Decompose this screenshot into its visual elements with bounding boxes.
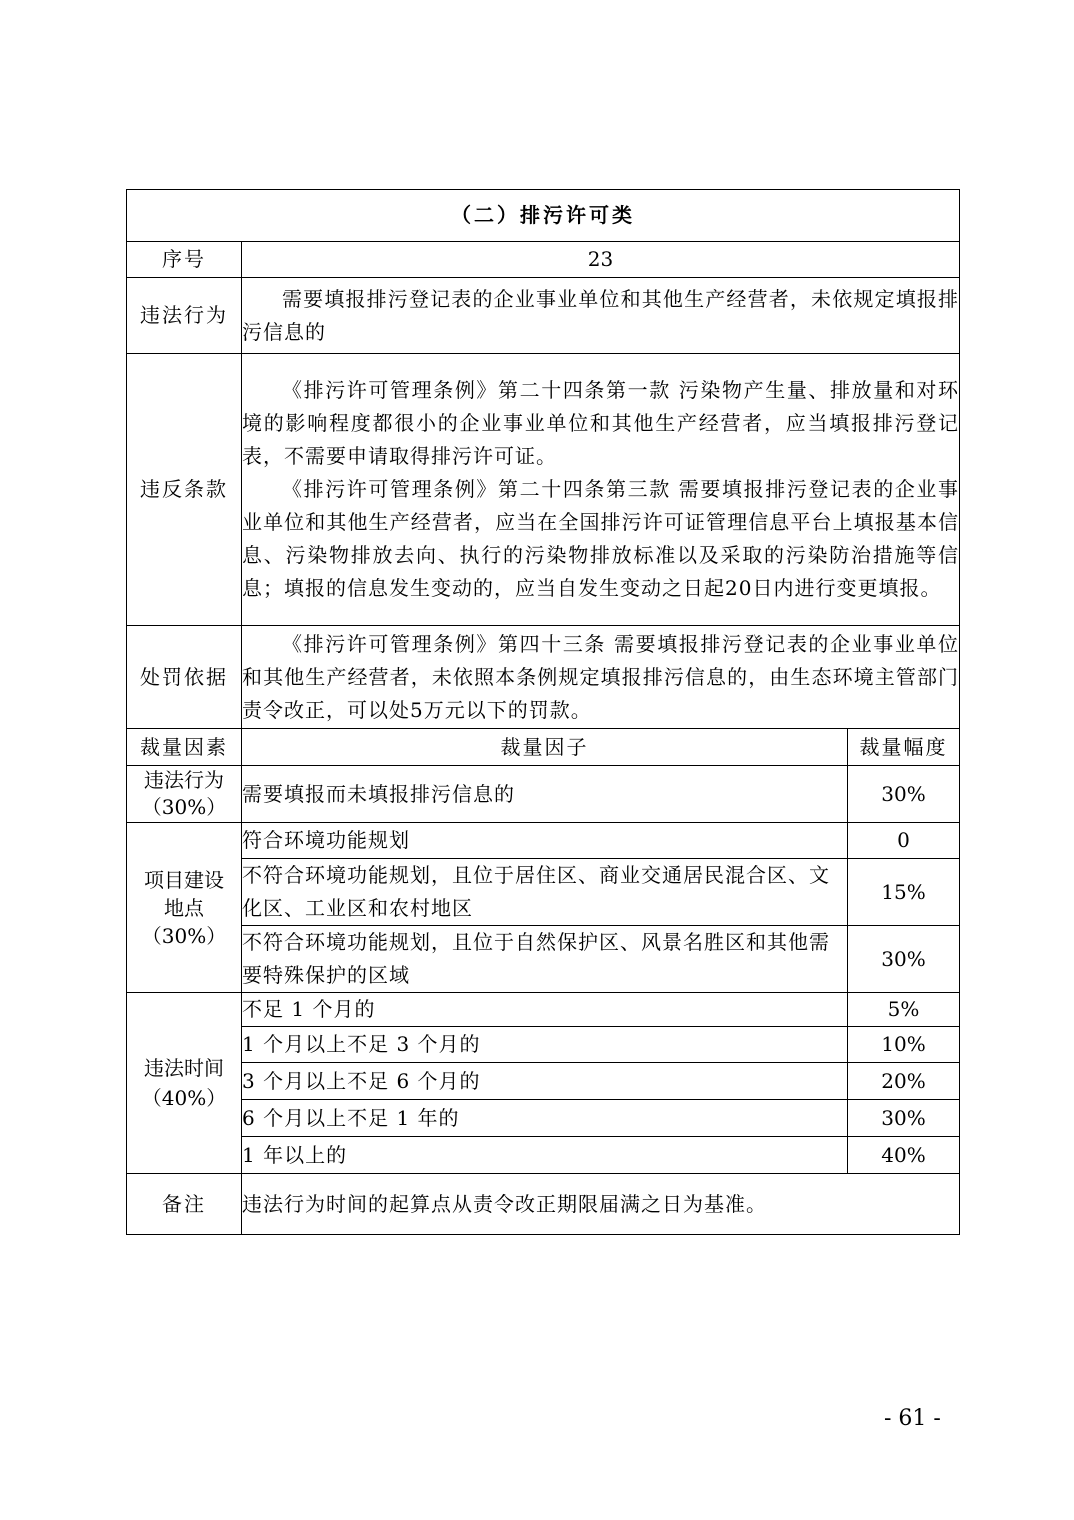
group-duration-weight: （40%） xyxy=(141,1086,227,1110)
page-number: - 61 - xyxy=(884,1406,941,1431)
factor-pct: 40% xyxy=(848,1137,960,1174)
factor-pct: 0 xyxy=(848,823,960,859)
factor-pct: 30% xyxy=(848,766,960,823)
violation-paragraph: 需要填报排污登记表的企业事业单位和其他生产经营者，未依规定填报排污信息的 xyxy=(242,286,960,344)
clause-text xyxy=(242,354,960,626)
group-duration-label xyxy=(127,993,242,1174)
group-duration-name: 违法时间 xyxy=(144,1056,224,1080)
remark-label: 备注 xyxy=(127,1174,242,1235)
clause-paragraph: 《排污许可管理条例》第二十四条第三款 需要填报排污登记表的企业事业单位和其他生产经营者，应当在全国排污许可证管理信息平台上填报基本信息、污染物排放去向、执行的污染物排放标准以及采取的污染防治措施等信息；填报的信息发生变动的，应当自发生变动之日起20日内进行变更填报。 xyxy=(242,477,960,600)
factor-pct: 30% xyxy=(848,1100,960,1137)
basis-paragraph: 《排污许可管理条例》第四十三条 需要填报排污登记表的企业事业单位和其他生产经营者，未依照本条例规定填报排污信息的，由生态环境主管部门责令改正，可以处5万元以下的罚款。 xyxy=(242,631,960,722)
factor-pct: 5% xyxy=(848,993,960,1027)
remark-text: 违法行为时间的起算点从责令改正期限届满之日为基准。 xyxy=(242,1174,960,1235)
clause-label: 违反条款 xyxy=(127,354,242,626)
factor-text: 1 年以上的 xyxy=(242,1137,848,1174)
penalty-table xyxy=(126,189,960,1235)
group-violation-name: 违法行为 xyxy=(144,768,224,792)
factor-pct: 15% xyxy=(848,859,960,926)
factor-text: 不符合环境功能规划，且位于自然保护区、风景名胜区和其他需要特殊保护的区域 xyxy=(242,926,848,993)
header-range: 裁量幅度 xyxy=(848,729,960,766)
factor-pct: 30% xyxy=(848,926,960,993)
group-location-name-2: 地点 xyxy=(164,895,204,920)
header-item: 裁量因子 xyxy=(242,729,848,766)
group-violation-weight: （30%） xyxy=(141,795,227,819)
serial-label: 序号 xyxy=(127,242,242,278)
factor-text: 不符合环境功能规划，且位于居住区、商业交通居民混合区、文化区、工业区和农村地区 xyxy=(242,859,848,926)
factor-text: 6 个月以上不足 1 年的 xyxy=(242,1100,848,1137)
serial-value: 23 xyxy=(242,242,960,278)
violation-text xyxy=(242,278,960,354)
group-location-label xyxy=(127,823,242,993)
violation-label: 违法行为 xyxy=(127,278,242,354)
table-title: （二）排污许可类 xyxy=(127,190,960,242)
factor-text: 不足 1 个月的 xyxy=(242,993,848,1027)
clause-paragraph: 《排污许可管理条例》第二十四条第一款 污染物产生量、排放量和对环境的影响程度都很小的企业事业单位和其他生产经营者，应当填报排污登记表，不需要申请取得排污许可证。 xyxy=(242,378,960,468)
factor-text: 符合环境功能规划 xyxy=(242,823,848,859)
factor-text: 1 个月以上不足 3 个月的 xyxy=(242,1027,848,1063)
group-location-name: 项目建设 xyxy=(144,867,224,892)
header-factor: 裁量因素 xyxy=(127,729,242,766)
factor-text: 3 个月以上不足 6 个月的 xyxy=(242,1063,848,1100)
basis-label: 处罚依据 xyxy=(127,626,242,729)
group-location-weight: （30%） xyxy=(141,923,227,948)
group-violation-label xyxy=(127,766,242,823)
factor-text: 需要填报而未填报排污信息的 xyxy=(242,766,848,823)
factor-pct: 20% xyxy=(848,1063,960,1100)
factor-pct: 10% xyxy=(848,1027,960,1063)
basis-text xyxy=(242,626,960,729)
